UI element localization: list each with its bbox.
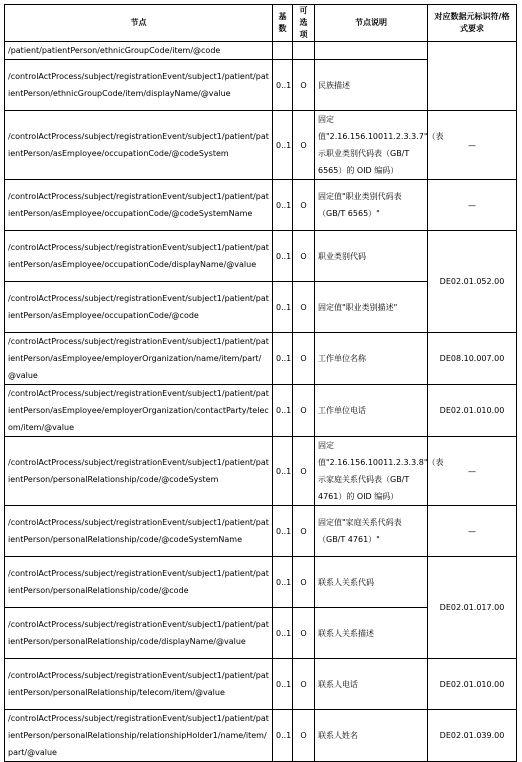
- node-path: /controlActProcess/subject/registrationEvent/subject1/patient/patientPerson/personalRelationship/code/@code: [5, 557, 273, 608]
- cardinality-cell: 0..1: [273, 608, 293, 659]
- cardinality-cell: 0..1: [273, 231, 293, 282]
- data-element-cell: DE02.01.010.00: [428, 659, 517, 710]
- node-path: /controlActProcess/subject/registrationEvent/subject1/patient/patientPerson/personalRelationship/relationshipHolder1/name/item/part/@value: [5, 710, 273, 762]
- data-element-cell: DE02.01.052.00: [428, 231, 517, 333]
- node-path: /controlActProcess/subject/registrationEvent/subject1/patient/patientPerson/personalRelationship/telecom/item/@value: [5, 659, 273, 710]
- cardinality-cell: 0..1: [273, 437, 293, 506]
- table-row: [5, 111, 517, 180]
- optional-cell: O: [293, 659, 315, 710]
- header-row: [5, 5, 517, 42]
- cardinality-cell: 0..1: [273, 385, 293, 437]
- cardinality-cell: 0..1: [273, 111, 293, 180]
- optional-cell: [293, 42, 315, 60]
- description-cell: [315, 42, 428, 60]
- optional-cell: O: [293, 506, 315, 557]
- cardinality-cell: 0..1: [273, 60, 293, 111]
- cardinality-cell: 0..1: [273, 557, 293, 608]
- data-element-cell: DE02.01.017.00: [428, 557, 517, 659]
- cardinality-cell: 0..1: [273, 180, 293, 231]
- table-row: [5, 385, 517, 437]
- data-element-cell: —: [428, 180, 517, 231]
- description-cell: 联系人电话: [315, 659, 428, 710]
- data-element-cell: —: [428, 111, 517, 180]
- description-cell: 民族描述: [315, 60, 428, 111]
- table-row: [5, 557, 517, 608]
- description-cell: 工作单位电话: [315, 385, 428, 437]
- data-element-cell: DE02.01.010.00: [428, 385, 517, 437]
- cardinality-cell: 0..1: [273, 333, 293, 385]
- table-row: [5, 231, 517, 282]
- description-cell: 工作单位名称: [315, 333, 428, 385]
- node-path: /controlActProcess/subject/registrationEvent/subject1/patient/patientPerson/personalRelationship/code/@codeSystem: [5, 437, 273, 506]
- cardinality-cell: [273, 42, 293, 60]
- data-element-cell: DE08.10.007.00: [428, 333, 517, 385]
- table-row: [5, 333, 517, 385]
- description-cell: 职业类别代码: [315, 231, 428, 282]
- description-cell: 固定值"职业类别描述": [315, 282, 428, 333]
- node-path: /controlActProcess/subject/registrationEvent/subject1/patient/patientPerson/asEmployee/employerOrganization/contactParty/telecom/item/@value: [5, 385, 273, 437]
- description-cell: 固定值"2.16.156.10011.2.3.3.7"（表示职业类别代码表（GB/T 6565）的 OID 编码）: [315, 111, 428, 180]
- data-element-cell: DE02.01.039.00: [428, 710, 517, 762]
- node-path: /controlActProcess/subject/registrationEvent/subject1/patient/patientPerson/asEmployee/employerOrganization/name/item/part/@value: [5, 333, 273, 385]
- node-path: /patient/patientPerson/ethnicGroupCode/item/@code: [5, 42, 273, 60]
- data-element-cell: —: [428, 506, 517, 557]
- optional-cell: O: [293, 608, 315, 659]
- description-cell: 固定值"职业类别代码表（GB/T 6565）": [315, 180, 428, 231]
- node-path: /controlActProcess/subject/registrationEvent/subject1/patient/patientPerson/asEmployee/occupationCode/displayName/@value: [5, 231, 273, 282]
- description-cell: 固定值"2.16.156.10011.2.3.3.8"（表示家庭关系代码表（GB/T 4761）的 OID 编码）: [315, 437, 428, 506]
- table-row: [5, 506, 517, 557]
- description-cell: 联系人关系代码: [315, 557, 428, 608]
- node-path: /controlActProcess/subject/registrationEvent/subject1/patient/patientPerson/personalRelationship/code/displayName/@value: [5, 608, 273, 659]
- table-row: [5, 42, 517, 60]
- description-cell: 联系人姓名: [315, 710, 428, 762]
- header-node: 节点: [5, 5, 273, 42]
- table-row: [5, 659, 517, 710]
- spec-table: [4, 4, 517, 762]
- optional-cell: O: [293, 385, 315, 437]
- optional-cell: O: [293, 60, 315, 111]
- header-optional: 可选项: [293, 5, 315, 42]
- cardinality-cell: 0..1: [273, 710, 293, 762]
- node-path: /controlActProcess/subject/registrationEvent/subject1/patient/patientPerson/ethnicGroupCode/item/displayName/@value: [5, 60, 273, 111]
- optional-cell: O: [293, 111, 315, 180]
- description-cell: 联系人关系描述: [315, 608, 428, 659]
- header-description: 节点说明: [315, 5, 428, 42]
- table-row: [5, 710, 517, 762]
- optional-cell: O: [293, 710, 315, 762]
- cardinality-cell: 0..1: [273, 282, 293, 333]
- table-row: [5, 180, 517, 231]
- node-path: /controlActProcess/subject/registrationEvent/subject1/patient/patientPerson/asEmployee/occupationCode/@code: [5, 282, 273, 333]
- header-data-element: 对应数据元标识符/格式要求: [428, 5, 517, 42]
- table-row: [5, 437, 517, 506]
- cardinality-cell: 0..1: [273, 506, 293, 557]
- cardinality-cell: 0..1: [273, 659, 293, 710]
- node-path: /controlActProcess/subject/registrationEvent/subject1/patient/patientPerson/asEmployee/occupationCode/@codeSystem: [5, 111, 273, 180]
- node-path: /controlActProcess/subject/registrationEvent/subject1/patient/patientPerson/personalRelationship/code/@codeSystemName: [5, 506, 273, 557]
- optional-cell: O: [293, 180, 315, 231]
- header-cardinality: 基数: [273, 5, 293, 42]
- description-cell: 固定值"家庭关系代码表（GB/T 4761）": [315, 506, 428, 557]
- optional-cell: O: [293, 437, 315, 506]
- optional-cell: O: [293, 333, 315, 385]
- data-element-cell: [428, 42, 517, 111]
- optional-cell: O: [293, 231, 315, 282]
- optional-cell: O: [293, 282, 315, 333]
- data-element-cell: —: [428, 437, 517, 506]
- node-path: /controlActProcess/subject/registrationEvent/subject1/patient/patientPerson/asEmployee/occupationCode/@codeSystemName: [5, 180, 273, 231]
- optional-cell: O: [293, 557, 315, 608]
